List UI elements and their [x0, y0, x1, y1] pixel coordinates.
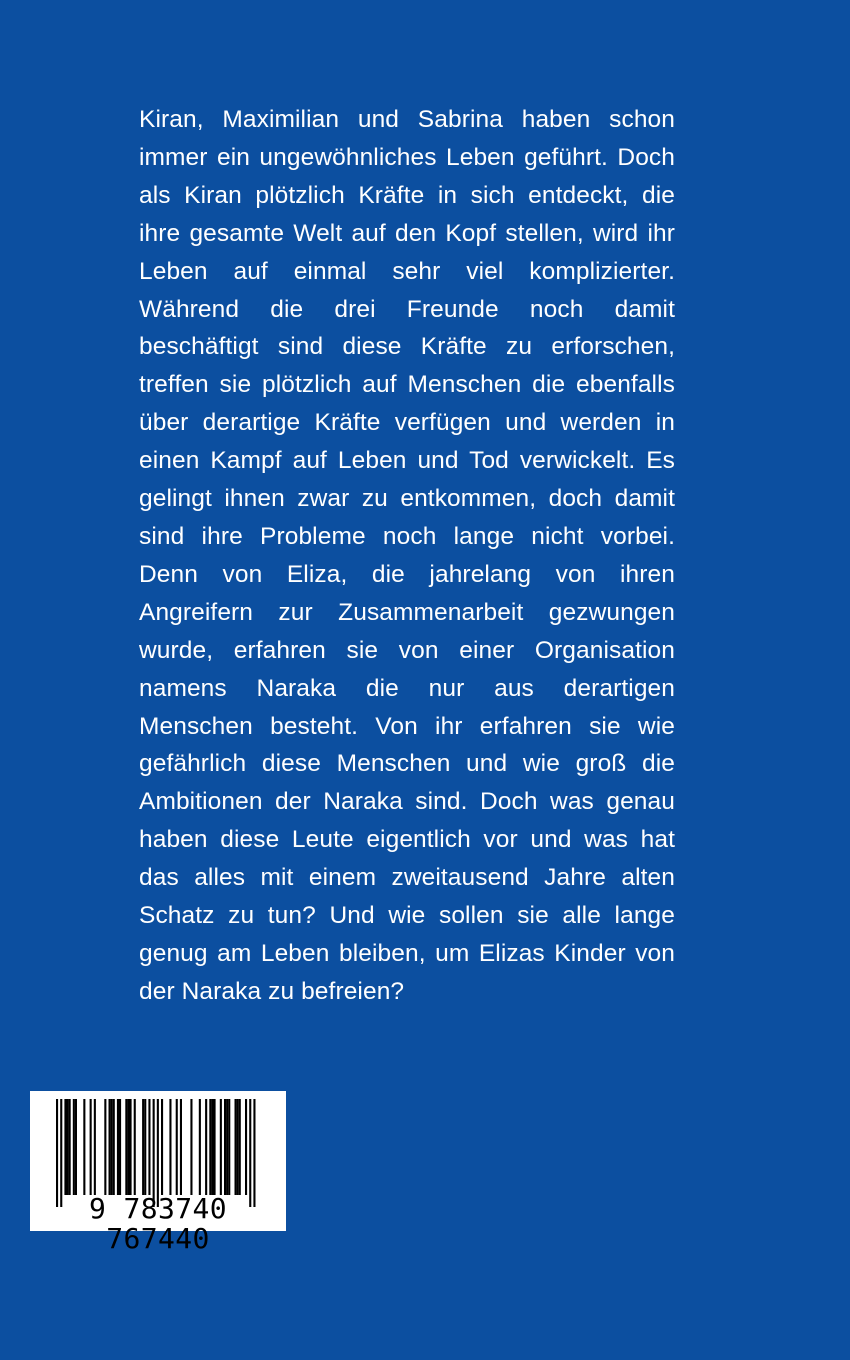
blurb-line: das alles mit einem zweitausend Jahre alten	[139, 864, 675, 892]
barcode-bar	[69, 1099, 71, 1195]
barcode-bar	[111, 1099, 113, 1195]
barcode-bar	[180, 1099, 182, 1195]
barcode-bar	[239, 1099, 241, 1195]
barcode-bar	[235, 1099, 237, 1195]
blurb-line: Leben auf einmal sehr viel komplizierter.	[139, 257, 675, 285]
blurb-line: Angreifern zur Zusammenarbeit gezwungen	[139, 598, 675, 626]
blurb-line: wurde, erfahren sie von einer Organisation	[139, 636, 675, 664]
blurb-line: namens Naraka die nur aus derartigen	[139, 674, 675, 702]
barcode-bar	[117, 1099, 119, 1195]
isbn-number: 9 783740 767440	[88, 1192, 228, 1255]
barcode-bar	[214, 1099, 216, 1195]
barcode-bar	[224, 1099, 226, 1195]
blurb-line: treffen sie plötzlich auf Menschen die ebenfalls	[139, 371, 675, 399]
barcode-bar	[109, 1099, 111, 1195]
blurb-line: gefährlich diese Menschen und wie groß die	[139, 750, 675, 778]
blurb-text	[139, 101, 675, 1011]
barcode-bar	[75, 1099, 77, 1195]
barcode-bar	[104, 1099, 106, 1195]
barcode-bar	[205, 1099, 207, 1195]
barcode-bar	[127, 1099, 129, 1195]
blurb-line: der Naraka zu befreien?	[139, 977, 405, 1005]
barcode-bar	[237, 1099, 239, 1195]
barcode-bar	[161, 1099, 163, 1195]
barcode-bar	[169, 1099, 171, 1195]
barcode-bar	[56, 1099, 58, 1207]
barcode-bar	[228, 1099, 230, 1195]
barcode-bar	[199, 1099, 201, 1195]
barcode-bar	[125, 1099, 127, 1195]
barcode-bar	[176, 1099, 178, 1195]
blurb-line: als Kiran plötzlich Kräfte in sich entdeckt, die	[139, 181, 675, 209]
barcode-bar	[142, 1099, 144, 1195]
barcode-bar	[83, 1099, 85, 1195]
barcode-bar	[130, 1099, 132, 1195]
blurb-line: ihre gesamte Welt auf den Kopf stellen, wird ihr	[139, 219, 675, 247]
barcode-bar	[211, 1099, 213, 1195]
barcode-bar	[60, 1099, 62, 1207]
blurb-line: immer ein ungewöhnliches Leben geführt. Doch	[139, 143, 675, 171]
blurb-line: einen Kampf auf Leben und Tod verwickelt. Es	[139, 447, 675, 475]
barcode-bar	[253, 1099, 255, 1207]
blurb-line: Ambitionen der Naraka sind. Doch was genau	[139, 788, 675, 816]
barcode-bar	[144, 1099, 146, 1195]
barcode-bar	[64, 1099, 66, 1195]
barcode-bar	[249, 1099, 251, 1207]
blurb-line: haben diese Leute eigentlich vor und was hat	[139, 826, 675, 854]
barcode-bar	[226, 1099, 228, 1195]
barcode-bar	[67, 1099, 69, 1195]
blurb-line: Menschen besteht. Von ihr erfahren sie wie	[139, 712, 675, 740]
blurb-line: genug am Leben bleiben, um Elizas Kinder von	[139, 939, 675, 967]
blurb-line: über derartige Kräfte verfügen und werden in	[139, 409, 675, 437]
barcode-bar	[134, 1099, 136, 1195]
barcode-bar	[245, 1099, 247, 1195]
blurb-line: sind ihre Probleme noch lange nicht vorbei.	[139, 522, 675, 550]
blurb-line: Während die drei Freunde noch damit	[139, 295, 675, 323]
barcode-bar	[113, 1099, 115, 1195]
barcode-bar	[148, 1099, 150, 1195]
barcode-bar	[209, 1099, 211, 1195]
barcode-bar	[220, 1099, 222, 1195]
barcode-bar	[190, 1099, 192, 1195]
barcode	[30, 1091, 286, 1255]
blurb-line: Denn von Eliza, die jahrelang von ihren	[139, 560, 675, 588]
blurb-line: Schatz zu tun? Und wie sollen sie alle lange	[139, 902, 675, 930]
barcode-bar	[153, 1099, 155, 1207]
blurb-line: beschäftigt sind diese Kräfte zu erforschen,	[139, 333, 675, 361]
blurb-line: Kiran, Maximilian und Sabrina haben schon	[139, 106, 675, 133]
barcode-bar	[94, 1099, 96, 1195]
barcode-bar	[119, 1099, 121, 1195]
barcode-bar	[73, 1099, 75, 1195]
barcode-bar	[157, 1099, 159, 1207]
blurb-line: gelingt ihnen zwar zu entkommen, doch damit	[139, 485, 675, 513]
barcode-bar	[90, 1099, 92, 1195]
